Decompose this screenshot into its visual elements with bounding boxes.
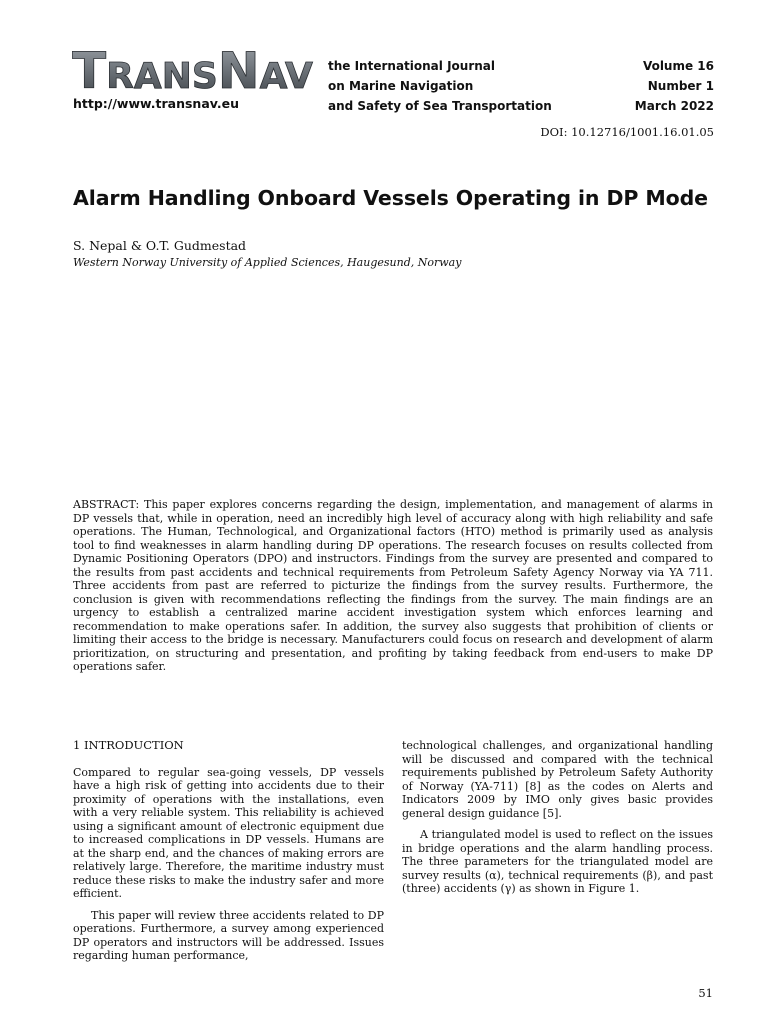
right-column [402,739,713,904]
journal-line-2: on Marine Navigation [328,79,474,93]
volume: Volume 16 [642,59,714,73]
journal-line-3: and Safety of Sea Transportation [328,99,552,113]
issue-info [635,56,714,116]
paragraph: Compared to regular sea-going vessels, DP vessels have a high risk of getting into accidents due to their proximity of operations with the installations, even with a very reliable system. This reliability is achieved using a significant amount of electronic equipment due to increased complications in DP vessels. Humans are at the sharp end, and the chances of making errors are relatively large. Therefore, the maritime industry must reduce these risks to make the industry safer and more efficient. [73,765,384,900]
journal-url[interactable]: http://www.transnav.eu [73,96,240,111]
issue-date: March 2022 [634,99,714,113]
svg-text:TRANSNAV: TRANSNAV [72,44,313,96]
number: Number 1 [647,79,714,93]
doi[interactable]: DOI: 10.12716/1001.16.01.05 [540,125,714,139]
paragraph: A triangulated model is used to reflect on the issues in bridge operations and the alarm handling process. The three parameters for the triangulated model are survey results (α), technical requirements (β), and past (three) accidents (γ) as shown in Figure 1. [402,828,713,895]
journal-name [328,56,552,116]
paper-title: Alarm Handling Onboard Vessels Operating in DP Mode [73,186,708,210]
page-number: 51 [698,986,713,1000]
abstract: ABSTRACT: This paper explores concerns regarding the design, implementation, and management of alarms in DP vessels that, while in operation, need an incredibly high level of accuracy along with high reliability and safe operations. The Human, Technological, and Organizational factors (HTO) method is primarily used as analysis tool to find weaknesses in alarm handling during DP operations. The research focuses on results collected from Dynamic Positioning Operators (DPO) and instructors. Findings from the survey are presented and compared to the results from past accidents and technical requirements from Petroleum Safety Agency Norway via YA 711. Three accidents from past are referred to picturize the findings from the survey results. Furthermore, the conclusion is given with recommendations reflecting the findings from the survey. The main findings are an urgency to establish a centralized marine accident investigation system which enforces learning and recommendation to make operations safer. In addition, the survey also suggests that prohibition of clients or limiting their access to the bridge is necessary. Manufacturers could focus on research and development of alarm prioritization, on structuring and presentation, and profiting by taking feedback from end-users to make DP operations safer. [73,498,713,673]
affiliation: Western Norway University of Applied Sciences, Haugesund, Norway [73,256,462,269]
left-column [73,739,384,971]
transnav-logo [72,44,330,96]
paragraph: technological challenges, and organizational handling will be discussed and compared with the technical requirements published by Petroleum Safety Authority of Norway (YA-711) [8] as the codes on Alerts and Indicators 2009 by IMO only gives basic provides general design guidance [5]. [402,739,713,820]
paragraph: This paper will review three accidents related to DP operations. Furthermore, a survey among experienced DP operators and instructors will be addressed. Issues regarding human performance, [73,908,384,962]
journal-line-1: the International Journal [328,59,495,73]
section-heading: 1 INTRODUCTION [73,738,184,752]
authors: S. Nepal & O.T. Gudmestad [73,238,247,253]
